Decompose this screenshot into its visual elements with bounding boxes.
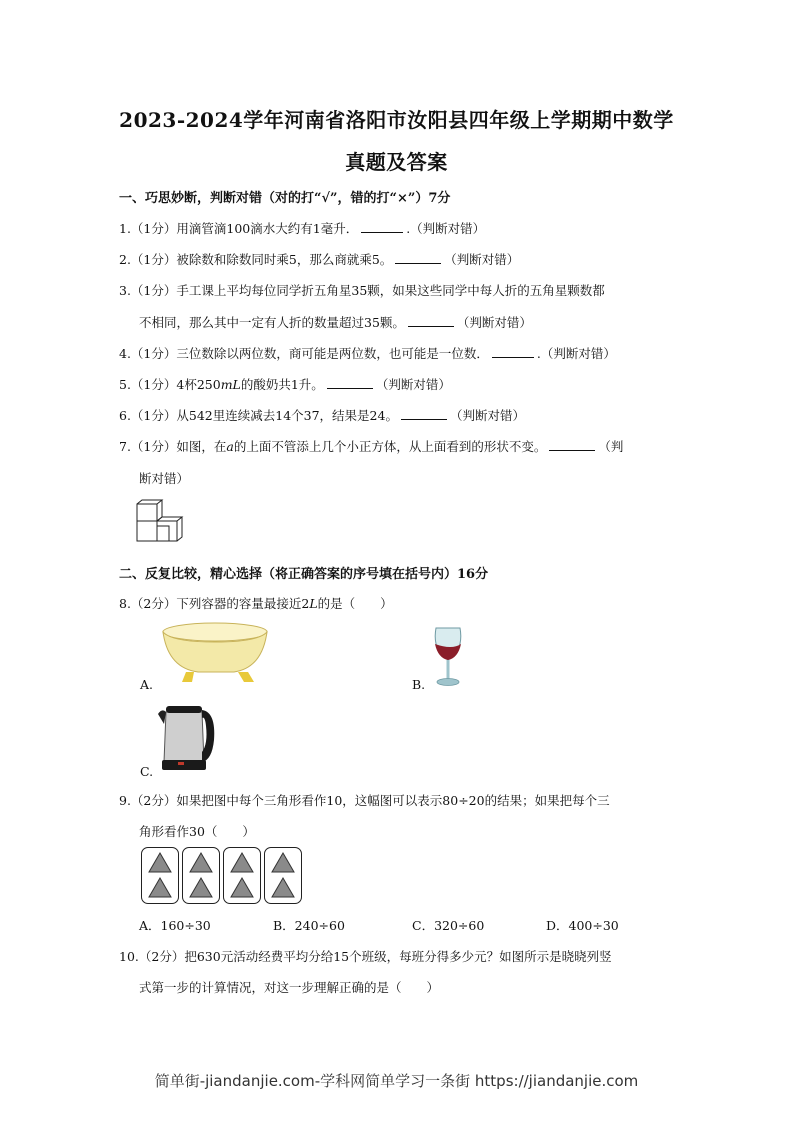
q2-suffix: （判断对错） bbox=[444, 252, 520, 267]
q9-option-b[interactable]: B．240÷60 bbox=[273, 918, 345, 933]
doc-subtitle: 真题及答案 bbox=[345, 150, 448, 174]
question-4 bbox=[119, 344, 679, 362]
q5-answer-blank[interactable] bbox=[327, 376, 373, 389]
q5-text-a: 5.（1分）4杯250 bbox=[119, 377, 221, 392]
kettle-image bbox=[158, 704, 216, 774]
q7-text-b: 的上面不管添上几个小正方体，从上面看到的形状不变。 bbox=[233, 439, 547, 454]
triangle-group bbox=[264, 847, 302, 904]
section-2-heading: 二、反复比较，精心选择（将正确答案的序号填在括号内）16分 bbox=[119, 567, 489, 582]
q8-option-c[interactable]: C. bbox=[140, 764, 154, 779]
q5-unit: mL bbox=[220, 377, 241, 392]
q7-var: a bbox=[226, 439, 234, 454]
question-9-line2: 角形看作30（ ） bbox=[139, 824, 255, 839]
question-8 bbox=[119, 594, 679, 612]
q7-suffix: （判 bbox=[598, 439, 624, 454]
q6-text: 6.（1分）从542里连续减去14个37，结果是24。 bbox=[119, 408, 398, 423]
q9-option-d[interactable]: D．400÷30 bbox=[546, 918, 619, 933]
question-10-line1: 10.（2分）把630元活动经费平均分给15个班级，每班分得多少元？如图所示是晓晓列竖 bbox=[119, 949, 612, 964]
question-7-line2: 断对错） bbox=[139, 471, 190, 486]
section-1-heading: 一、巧思妙断，判断对错（对的打“√”，错的打“×”）7分 bbox=[119, 191, 451, 206]
q9-option-c[interactable]: C．320÷60 bbox=[412, 918, 485, 933]
question-5 bbox=[119, 375, 679, 393]
question-9-line1: 9.（2分）如果把图中每个三角形看作10，这幅图可以表示80÷20的结果；如果把每个三 bbox=[119, 793, 610, 808]
triangle-group bbox=[141, 847, 179, 904]
q4-text: 4.（1分）三位数除以两位数，商可能是两位数，也可能是一位数． bbox=[119, 346, 489, 361]
q3-text: 不相同，那么其中一定有人折的数量超过35颗。 bbox=[139, 315, 405, 330]
question-6 bbox=[119, 406, 679, 424]
q3-suffix: （判断对错） bbox=[456, 315, 532, 330]
q1-answer-blank[interactable] bbox=[361, 220, 403, 233]
cube-figure bbox=[136, 500, 188, 544]
question-1 bbox=[119, 219, 679, 237]
q2-answer-blank[interactable] bbox=[395, 251, 441, 264]
q2-text: 2.（1分）被除数和除数同时乘5，那么商就乘5。 bbox=[119, 252, 393, 267]
triangle-group bbox=[223, 847, 261, 904]
question-10-line2: 式第一步的计算情况，对这一步理解正确的是（ ） bbox=[139, 980, 440, 995]
q8-suffix: 的是（ ） bbox=[317, 596, 393, 611]
q6-suffix: （判断对错） bbox=[449, 408, 525, 423]
q8-text: 8.（2分）下列容器的容量最接近2 bbox=[119, 596, 310, 611]
q8-option-b[interactable]: B. bbox=[412, 677, 426, 692]
q5-text-b: 的酸奶共1升。 bbox=[240, 377, 324, 392]
question-3-line1: 3.（1分）手工课上平均每位同学折五角星35颗，如果这些同学中每人折的五角星颗数都 bbox=[119, 283, 605, 298]
q9-option-a[interactable]: A．160÷30 bbox=[139, 918, 211, 933]
q3-answer-blank[interactable] bbox=[408, 314, 454, 327]
q8-unit: L bbox=[309, 596, 318, 611]
q4-answer-blank[interactable] bbox=[492, 345, 534, 358]
q5-suffix: （判断对错） bbox=[375, 377, 451, 392]
question-3-line2 bbox=[139, 313, 699, 331]
q6-answer-blank[interactable] bbox=[401, 407, 447, 420]
question-7-line1 bbox=[119, 437, 679, 455]
page-footer: 简单街-jiandanjie.com-学科网简单学习一条街 https://jiandanjie.com bbox=[154, 1072, 639, 1090]
q7-text-a: 7.（1分）如图，在 bbox=[119, 439, 227, 454]
doc-title: 2023-2024学年河南省洛阳市汝阳县四年级上学期期中数学 bbox=[119, 108, 674, 132]
question-2 bbox=[119, 250, 679, 268]
q7-answer-blank[interactable] bbox=[549, 438, 595, 451]
q1-text: 1.（1分）用滴管滴100滴水大约有1毫升． bbox=[119, 221, 359, 236]
q8-option-a[interactable]: A. bbox=[140, 677, 154, 692]
wine-glass-image bbox=[430, 626, 466, 688]
q4-suffix: .（判断对错） bbox=[536, 346, 616, 361]
bathtub-image bbox=[158, 620, 272, 686]
triangle-group bbox=[182, 847, 220, 904]
q1-suffix: .（判断对错） bbox=[406, 221, 486, 236]
